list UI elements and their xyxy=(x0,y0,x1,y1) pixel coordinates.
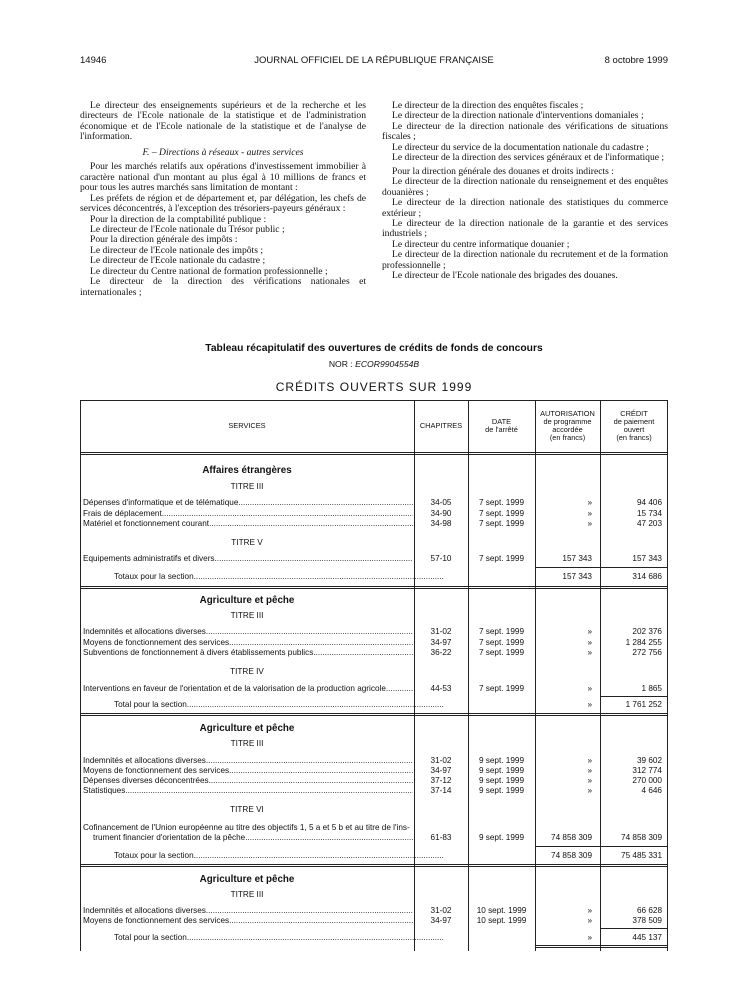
header-credit: CRÉDIT de paiement ouvert (en francs) xyxy=(613,409,655,442)
table-row: Dépenses diverses déconcentrées ..... 37-12 9 sept. 1999 » 270 000 xyxy=(80,776,668,786)
section-separator xyxy=(80,588,668,589)
header-services: SERVICES xyxy=(228,421,266,430)
section-separator xyxy=(80,713,668,714)
total-row: Totaux pour la section ..... 74 858 309 75 485 331 xyxy=(80,851,668,861)
header-autorisation: AUTORISATION de programme accordée (en francs) xyxy=(540,409,595,442)
column-divider xyxy=(414,400,415,951)
paragraph: Le directeur du Centre national de formation professionnelle ; xyxy=(90,265,328,277)
table-row: Matériel et fonctionnement courant ..... 34-98 7 sept. 1999 » 47 203 xyxy=(80,519,668,529)
paragraph: Le directeur de la direction nationale des vérifications de situations fiscales ; xyxy=(382,120,668,143)
table-row: Equipements administratifs et divers ..... 57-10 7 sept. 1999 157 343 157 343 xyxy=(80,554,668,564)
total-rule xyxy=(535,947,668,948)
table-row: Dépenses d'informatique et de télématique ..... 34-05 7 sept. 1999 » 94 406 xyxy=(80,498,668,508)
nor-reference xyxy=(80,359,668,369)
column-divider xyxy=(535,400,536,951)
section-separator xyxy=(80,866,668,867)
paragraph: Pour les marchés relatifs aux opérations d'investissement immobilier à caractère national d'un montant au plus égal à 10 millions de francs et pour tous les autres marchés sans limitation de montant : xyxy=(80,161,366,194)
table-row: Indemnités et allocations diverses ..... 31-02 10 sept. 1999 » 66 628 xyxy=(80,906,668,916)
titre-heading: TITRE III xyxy=(230,890,264,899)
right-text-column xyxy=(382,101,668,282)
credits-table xyxy=(80,400,668,951)
table-row: Moyens de fonctionnement des services ..... 34-97 9 sept. 1999 » 312 774 xyxy=(80,766,668,776)
paragraph: Pour la direction générale des impôts : xyxy=(90,234,238,246)
total-rule xyxy=(600,696,668,697)
journal-title: JOURNAL OFFICIEL DE LA RÉPUBLIQUE FRANÇAISE xyxy=(254,55,494,66)
nor-label: NOR : xyxy=(328,359,353,369)
total-rule xyxy=(535,945,668,946)
section-separator xyxy=(80,715,668,716)
paragraph: Le directeur de la direction nationale des statistiques du commerce extérieur ; xyxy=(382,197,668,219)
table-row: Indemnités et allocations diverses ..... 31-02 7 sept. 1999 » 202 376 xyxy=(80,627,668,637)
header-date: DATE de l'arrêté xyxy=(485,417,518,434)
paragraph: Pour la direction générale des douanes et droits indirects : xyxy=(392,165,614,177)
nor-code: ECOR9904554B xyxy=(355,359,420,369)
table-row-continued: Cofinancement de l'Union européenne au titre des objectifs 1, 5 a et 5 b et au titre de l'ins- xyxy=(83,823,410,832)
page-number: 14946 xyxy=(80,55,107,66)
section-separator xyxy=(80,586,668,587)
table-row: Indemnités et allocations diverses ..... 31-02 9 sept. 1999 » 39 602 xyxy=(80,756,668,766)
left-text-column xyxy=(80,101,366,298)
paragraph: Le directeur de la direction nationale du recrutement et de la formation professionnelle ; xyxy=(382,249,668,271)
paragraph: Le directeur des enseignements supérieurs et de la recherche et les directeurs de l'Ecole nationale de la statistique et de l'administration économique et de l'Ecole nationale de la statistique et de l'analyse de l'information. xyxy=(80,100,366,143)
total-rule xyxy=(600,928,668,929)
total-row: Total pour la section ..... » 1 761 252 xyxy=(80,700,668,710)
paragraph: Le directeur de l'Ecole nationale des brigades des douanes. xyxy=(392,270,618,282)
total-row: Total pour la section ..... » 445 137 xyxy=(80,933,668,943)
section-separator xyxy=(80,864,668,865)
page-header xyxy=(80,55,668,69)
titre-heading: TITRE IV xyxy=(230,667,264,676)
paragraph: Le directeur de l'Ecole nationale des impôts ; xyxy=(90,244,264,256)
header-chapitres: CHAPITRES xyxy=(419,421,463,430)
ministry-heading: Agriculture et pêche xyxy=(199,723,295,734)
paragraph: Le directeur de la direction des enquêtes fiscales ; xyxy=(392,100,584,111)
column-divider xyxy=(468,400,469,951)
paragraph: Le directeur du centre informatique douanier ; xyxy=(392,238,570,250)
titre-heading: TITRE VI xyxy=(230,805,264,814)
column-divider xyxy=(600,400,601,951)
paragraph: Le directeur de la direction des vérifications nationales et internationales ; xyxy=(80,276,366,298)
table-row: Interventions en faveur de l'orientation et de la valorisation de la production agricole ..... 44-53 7 sept. 1999 » 1 865 xyxy=(80,684,668,694)
table-title: Tableau récapitulatif des ouvertures de crédits de fonds de concours xyxy=(205,343,543,354)
section-heading: F. – Directions à réseaux - autres services xyxy=(142,146,304,158)
paragraph: Le directeur de la direction nationale de la garantie et des services industriels ; xyxy=(382,217,668,240)
paragraph: Le directeur de l'Ecole nationale du cadastre ; xyxy=(90,255,266,267)
titre-heading: TITRE III xyxy=(230,739,264,748)
table-row: trument financier d'orientation de la pêche ..... 61-83 9 sept. 1999 74 858 309 74 858 309 xyxy=(80,833,668,843)
paragraph: Le directeur du service de la documentation nationale du cadastre ; xyxy=(392,141,649,153)
paragraph: Le directeur de l'Ecole nationale du Trésor public ; xyxy=(90,223,285,235)
table-row: Frais de déplacement ..... 34-90 7 sept. 1999 » 15 734 xyxy=(80,509,668,519)
ministry-heading: Agriculture et pêche xyxy=(199,874,295,885)
ministry-heading: Affaires étrangères xyxy=(202,465,292,476)
total-row: Totaux pour la section ..... 157 343 314 686 xyxy=(80,572,668,582)
paragraph: Le directeur de la direction nationale du renseignement et des enquêtes douanières ; xyxy=(382,176,668,198)
ministry-heading: Agriculture et pêche xyxy=(199,595,295,606)
titre-heading: TITRE V xyxy=(231,538,263,547)
titre-heading: TITRE III xyxy=(230,482,264,491)
titre-heading: TITRE III xyxy=(230,611,264,620)
table-row: Statistiques ..... 37-14 9 sept. 1999 » 4 646 xyxy=(80,786,668,796)
paragraph: Les préfets de région et de département et, par délégation, les chefs de services déconcentrés, à l'exception des trésoriers-payeurs généraux : xyxy=(80,192,366,215)
table-row: Subventions de fonctionnement à divers établissements publics ..... 36-22 7 sept. 1999 » 272 756 xyxy=(80,648,668,658)
total-rule xyxy=(535,846,668,847)
header-separator xyxy=(80,452,668,453)
table-row: Moyens de fonctionnement des services ..... 34-97 10 sept. 1999 » 378 509 xyxy=(80,916,668,926)
paragraph: Le directeur de la direction nationale d'interventions domaniales ; xyxy=(392,110,644,122)
credits-heading: CRÉDITS OUVERTS SUR 1999 xyxy=(275,380,473,394)
total-rule xyxy=(535,567,668,568)
paragraph: Pour la direction de la comptabilité publique : xyxy=(90,213,267,225)
publication-date: 8 octobre 1999 xyxy=(604,55,668,66)
table-row: Moyens de fonctionnement des services ..... 34-97 7 sept. 1999 » 1 284 255 xyxy=(80,638,668,648)
header-separator xyxy=(80,454,668,455)
paragraph: Le directeur de la direction des services généraux et de l'informatique ; xyxy=(392,152,665,164)
